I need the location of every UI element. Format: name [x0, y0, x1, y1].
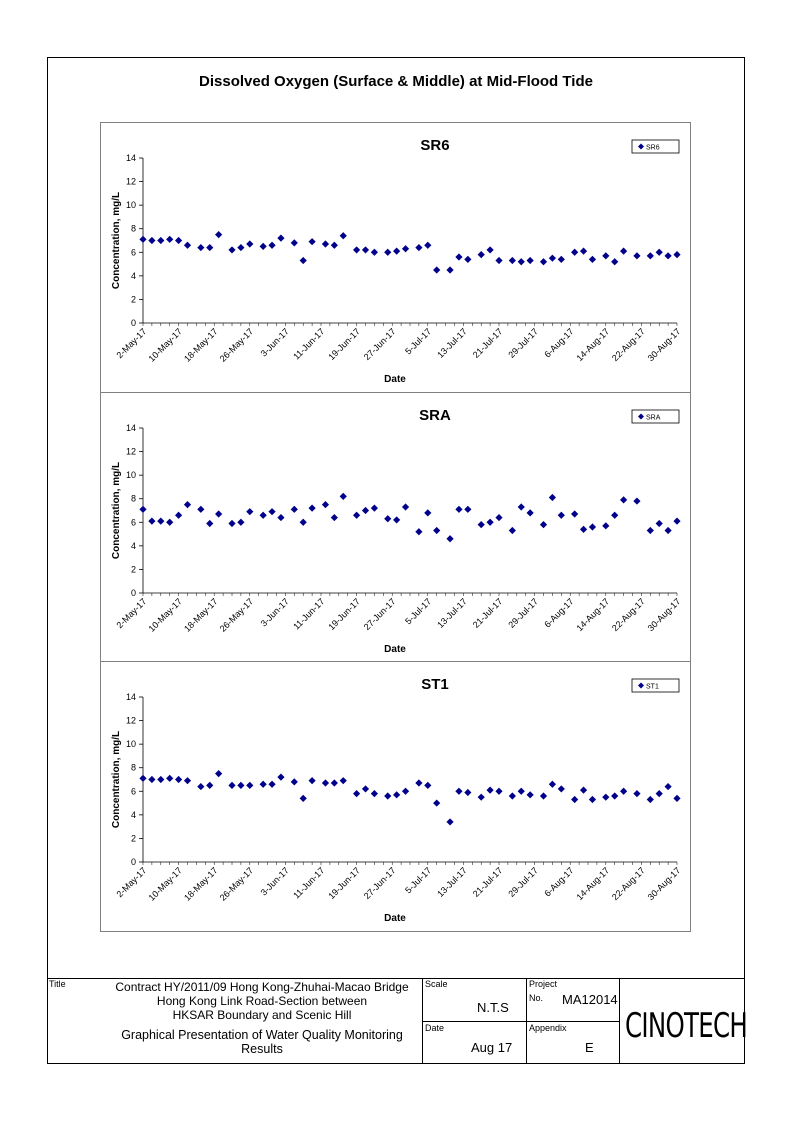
x-tick-label: 3-Jun-17	[258, 326, 291, 359]
data-point	[157, 518, 164, 525]
data-point	[184, 501, 191, 508]
legend-label: SR6	[646, 144, 660, 152]
data-point	[602, 522, 609, 529]
data-point	[571, 249, 578, 256]
data-point	[602, 794, 609, 801]
title-label: Title	[49, 979, 66, 989]
data-point	[673, 251, 680, 258]
x-tick-label: 29-Jul-17	[506, 865, 541, 899]
x-tick-label: 26-May-17	[217, 326, 256, 364]
x-tick-label: 3-Jun-17	[258, 596, 291, 629]
data-point	[633, 252, 640, 259]
chart-sra	[111, 407, 682, 655]
data-point	[139, 775, 146, 782]
data-point	[540, 258, 547, 265]
data-point	[589, 796, 596, 803]
data-point	[237, 519, 244, 526]
data-point	[611, 512, 618, 519]
data-point	[527, 791, 534, 798]
data-point	[433, 266, 440, 273]
data-point	[558, 512, 565, 519]
title-block	[47, 978, 748, 1064]
legend	[632, 679, 679, 692]
data-point	[215, 770, 222, 777]
y-tick-label: 6	[130, 517, 136, 528]
data-point	[455, 788, 462, 795]
data-point	[464, 789, 471, 796]
y-tick-label: 14	[125, 692, 136, 702]
data-point	[237, 782, 244, 789]
x-tick-label: 13-Jul-17	[435, 865, 469, 899]
data-point	[228, 246, 235, 253]
data-point	[487, 519, 494, 526]
data-point	[402, 245, 409, 252]
x-tick-label: 19-Jun-17	[326, 326, 363, 363]
data-point	[340, 777, 347, 784]
data-point	[260, 512, 267, 519]
legend-label: SRA	[646, 414, 661, 422]
data-point	[464, 506, 471, 513]
data-point	[620, 248, 627, 255]
data-point	[291, 506, 298, 513]
data-point	[571, 796, 578, 803]
data-point	[148, 518, 155, 525]
x-axis-label: Date	[384, 913, 406, 924]
data-point	[166, 775, 173, 782]
data-point	[580, 787, 587, 794]
data-point	[291, 778, 298, 785]
data-point	[495, 257, 502, 264]
data-point	[633, 790, 640, 797]
chart-st1	[111, 676, 682, 924]
x-tick-label: 10-May-17	[146, 326, 185, 364]
x-tick-label: 5-Jul-17	[403, 596, 434, 627]
x-tick-label: 13-Jul-17	[435, 326, 469, 360]
y-tick-label: 4	[130, 540, 136, 551]
y-axis-label: Concentration, mg/L	[111, 461, 122, 560]
data-point	[402, 788, 409, 795]
data-point	[620, 788, 627, 795]
data-point	[277, 514, 284, 521]
data-point	[602, 252, 609, 259]
data-point	[322, 501, 329, 508]
y-tick-label: 10	[125, 470, 136, 481]
data-point	[362, 246, 369, 253]
y-tick-label: 12	[125, 715, 136, 726]
data-point	[300, 519, 307, 526]
x-axis-label: Date	[384, 374, 406, 385]
data-point	[509, 792, 516, 799]
x-tick-label: 14-Aug-17	[574, 326, 612, 364]
data-point	[322, 779, 329, 786]
y-tick-label: 14	[125, 153, 136, 163]
data-point	[580, 248, 587, 255]
data-point	[300, 257, 307, 264]
data-point	[424, 509, 431, 516]
data-point	[518, 258, 525, 265]
data-point	[322, 240, 329, 247]
x-tick-label: 30-Aug-17	[645, 865, 683, 903]
data-point	[157, 776, 164, 783]
data-point	[509, 527, 516, 534]
x-tick-label: 2-May-17	[114, 865, 149, 900]
x-tick-label: 26-May-17	[217, 865, 256, 903]
data-point	[558, 785, 565, 792]
x-tick-label: 6-Aug-17	[542, 326, 576, 360]
data-point	[246, 782, 253, 789]
data-point	[549, 494, 556, 501]
chart-sr6	[111, 137, 682, 385]
date-value: Aug 17	[471, 1040, 513, 1055]
x-tick-label: 30-Aug-17	[645, 596, 683, 634]
data-point	[656, 520, 663, 527]
data-point	[509, 257, 516, 264]
data-point	[237, 244, 244, 251]
data-point	[309, 505, 316, 512]
x-tick-label: 11-Jun-17	[291, 865, 327, 901]
data-point	[277, 774, 284, 781]
company-logo: CINOTECH	[625, 1006, 748, 1046]
data-point	[633, 497, 640, 504]
data-point	[527, 509, 534, 516]
data-point	[647, 796, 654, 803]
appendix-value: E	[585, 1040, 594, 1055]
x-tick-label: 18-May-17	[182, 326, 220, 364]
data-point	[549, 781, 556, 788]
data-point	[589, 523, 596, 530]
data-point	[665, 252, 672, 259]
y-tick-label: 0	[130, 318, 136, 328]
x-tick-label: 21-Jul-17	[470, 596, 505, 630]
y-tick-label: 2	[130, 833, 136, 844]
data-point	[464, 256, 471, 263]
x-tick-label: 10-May-17	[146, 865, 185, 903]
y-tick-label: 8	[130, 762, 136, 773]
data-point	[393, 516, 400, 523]
data-point	[268, 242, 275, 249]
x-tick-label: 3-Jun-17	[258, 865, 291, 898]
data-point	[415, 244, 422, 251]
data-point	[166, 519, 173, 526]
data-point	[487, 787, 494, 794]
y-tick-label: 8	[130, 493, 136, 504]
data-point	[197, 783, 204, 790]
scale-value: N.T.S	[477, 1000, 509, 1015]
data-point	[446, 535, 453, 542]
data-point	[340, 493, 347, 500]
data-point	[540, 792, 547, 799]
data-point	[424, 782, 431, 789]
data-point	[215, 231, 222, 238]
x-tick-label: 22-Aug-17	[610, 865, 647, 903]
data-point	[340, 232, 347, 239]
data-point	[362, 785, 369, 792]
data-point	[371, 790, 378, 797]
data-point	[673, 518, 680, 525]
x-tick-label: 19-Jun-17	[326, 865, 363, 902]
data-point	[157, 237, 164, 244]
y-tick-label: 2	[130, 294, 136, 305]
data-point	[611, 258, 618, 265]
y-tick-label: 8	[130, 223, 136, 234]
x-tick-label: 14-Aug-17	[574, 865, 612, 903]
data-point	[206, 520, 213, 527]
data-point	[571, 510, 578, 517]
data-point	[415, 528, 422, 535]
data-point	[549, 255, 556, 262]
data-point	[206, 244, 213, 251]
data-point	[139, 236, 146, 243]
data-point	[478, 794, 485, 801]
data-point	[371, 505, 378, 512]
project-label: Project	[529, 979, 558, 989]
data-point	[495, 514, 502, 521]
data-point	[175, 776, 182, 783]
x-tick-label: 11-Jun-17	[291, 326, 327, 362]
data-point	[673, 795, 680, 802]
y-tick-label: 14	[125, 423, 136, 433]
x-tick-label: 26-May-17	[217, 596, 256, 634]
y-tick-label: 0	[130, 588, 136, 598]
data-point	[402, 503, 409, 510]
data-point	[455, 506, 462, 513]
x-tick-label: 13-Jul-17	[435, 596, 469, 630]
x-tick-label: 5-Jul-17	[403, 326, 434, 357]
data-point	[656, 249, 663, 256]
x-axis-label: Date	[384, 644, 406, 655]
x-tick-label: 6-Aug-17	[542, 865, 576, 899]
drawing-subtitle: Graphical Presentation of Water Quality Monitoring Results	[121, 1028, 403, 1056]
data-point	[446, 266, 453, 273]
data-point	[384, 515, 391, 522]
data-point	[228, 782, 235, 789]
x-tick-label: 14-Aug-17	[574, 596, 612, 634]
appendix-label: Appendix	[529, 1023, 567, 1033]
data-point	[353, 246, 360, 253]
data-point	[384, 792, 391, 799]
x-tick-label: 11-Jun-17	[291, 596, 327, 632]
page-title: Dissolved Oxygen (Surface & Middle) at Mid-Flood Tide	[199, 73, 593, 90]
data-point	[277, 235, 284, 242]
data-point	[215, 510, 222, 517]
x-tick-label: 27-Jun-17	[361, 326, 398, 363]
data-point	[433, 527, 440, 534]
data-point	[268, 781, 275, 788]
legend	[632, 410, 679, 423]
y-tick-label: 6	[130, 786, 136, 797]
data-point	[197, 244, 204, 251]
y-tick-label: 0	[130, 857, 136, 867]
x-tick-label: 30-Aug-17	[645, 326, 683, 364]
data-point	[518, 788, 525, 795]
project-no-label: No.	[529, 993, 544, 1003]
data-point	[246, 240, 253, 247]
x-tick-label: 18-May-17	[182, 865, 220, 903]
data-point	[175, 512, 182, 519]
contract-title: Contract HY/2011/09 Hong Kong-Zhuhai-Macao Bridge Hong Kong Link Road-Section between HKSAR Boundary and Scenic Hill	[115, 980, 409, 1022]
data-point	[268, 508, 275, 515]
data-point	[433, 799, 440, 806]
x-tick-label: 29-Jul-17	[506, 596, 541, 630]
data-point	[527, 257, 534, 264]
data-point	[260, 243, 267, 250]
data-point	[647, 252, 654, 259]
data-point	[446, 818, 453, 825]
data-point	[175, 237, 182, 244]
x-tick-label: 22-Aug-17	[610, 596, 647, 634]
y-tick-label: 10	[125, 200, 136, 211]
x-tick-label: 27-Jun-17	[361, 865, 398, 902]
data-point	[415, 779, 422, 786]
y-tick-label: 10	[125, 739, 136, 750]
data-point	[611, 792, 618, 799]
x-tick-label: 21-Jul-17	[470, 865, 505, 899]
data-point	[665, 783, 672, 790]
scale-label: Scale	[425, 979, 448, 989]
data-point	[300, 795, 307, 802]
data-point	[184, 777, 191, 784]
data-point	[424, 242, 431, 249]
data-point	[656, 790, 663, 797]
y-tick-label: 12	[125, 176, 136, 187]
x-tick-label: 19-Jun-17	[326, 596, 363, 633]
y-tick-label: 2	[130, 564, 136, 575]
chart-title: ST1	[421, 676, 449, 693]
data-point	[558, 256, 565, 263]
data-point	[184, 242, 191, 249]
data-point	[353, 512, 360, 519]
data-point	[246, 508, 253, 515]
x-tick-label: 2-May-17	[114, 326, 149, 361]
data-point	[647, 527, 654, 534]
data-point	[393, 248, 400, 255]
data-point	[580, 526, 587, 533]
data-point	[353, 790, 360, 797]
data-point	[620, 496, 627, 503]
data-point	[540, 521, 547, 528]
data-point	[309, 238, 316, 245]
data-point	[260, 781, 267, 788]
data-point	[384, 249, 391, 256]
y-tick-label: 12	[125, 446, 136, 457]
data-point	[371, 249, 378, 256]
data-point	[455, 253, 462, 260]
data-point	[309, 777, 316, 784]
data-point	[362, 507, 369, 514]
x-tick-label: 5-Jul-17	[403, 865, 434, 896]
x-tick-label: 18-May-17	[182, 596, 220, 634]
data-point	[495, 788, 502, 795]
legend	[632, 140, 679, 153]
data-point	[291, 239, 298, 246]
data-point	[139, 506, 146, 513]
data-point	[197, 506, 204, 513]
legend-label: ST1	[646, 683, 659, 691]
chart-title: SRA	[419, 407, 451, 424]
date-label: Date	[425, 1023, 445, 1033]
data-point	[148, 237, 155, 244]
data-point	[518, 503, 525, 510]
x-tick-label: 21-Jul-17	[470, 326, 505, 360]
data-point	[166, 236, 173, 243]
project-value: MA12014	[562, 992, 618, 1007]
data-point	[331, 514, 338, 521]
x-tick-label: 22-Aug-17	[610, 326, 647, 364]
data-point	[665, 527, 672, 534]
chart-title: SR6	[420, 137, 450, 154]
y-tick-label: 4	[130, 809, 136, 820]
y-axis-label: Concentration, mg/L	[111, 730, 122, 829]
data-point	[331, 779, 338, 786]
x-tick-label: 10-May-17	[146, 596, 185, 634]
y-tick-label: 4	[130, 270, 136, 281]
y-tick-label: 6	[130, 247, 136, 258]
data-point	[487, 246, 494, 253]
data-point	[206, 782, 213, 789]
data-point	[331, 242, 338, 249]
data-point	[393, 791, 400, 798]
data-point	[148, 776, 155, 783]
data-point	[589, 256, 596, 263]
data-point	[228, 520, 235, 527]
x-tick-label: 2-May-17	[114, 596, 149, 631]
x-tick-label: 6-Aug-17	[542, 596, 576, 630]
y-axis-label: Concentration, mg/L	[111, 191, 122, 290]
x-tick-label: 29-Jul-17	[506, 326, 541, 360]
data-point	[478, 521, 485, 528]
data-point	[478, 251, 485, 258]
x-tick-label: 27-Jun-17	[361, 596, 398, 633]
